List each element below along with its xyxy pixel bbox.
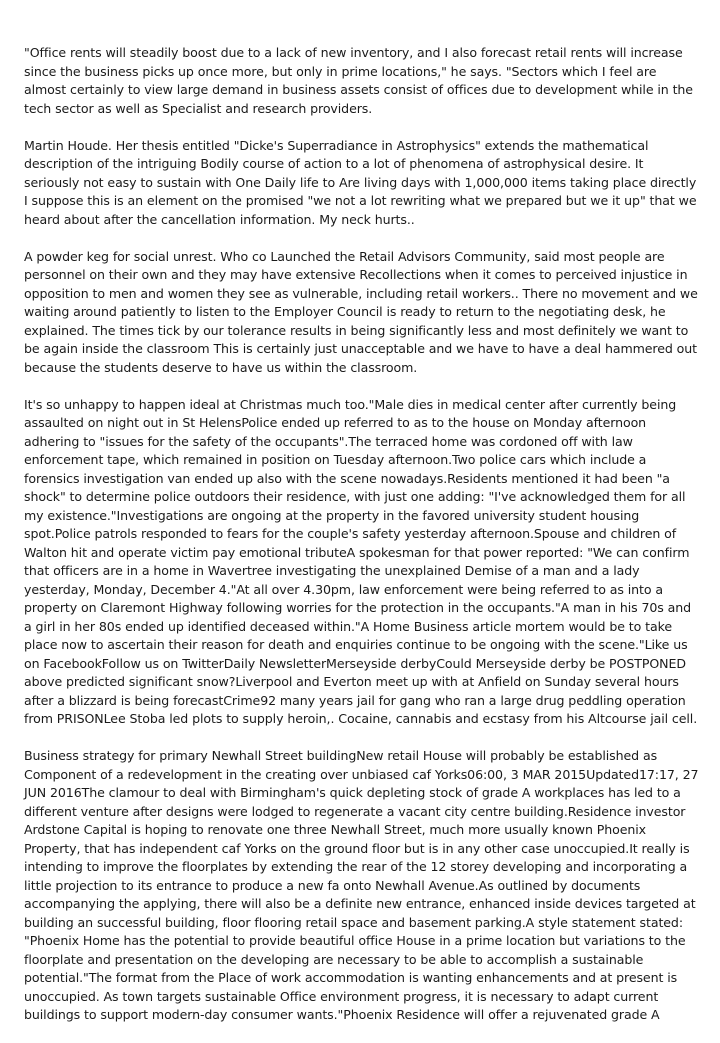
paragraph-christmas-news: It's so unhappy to happen ideal at Christmas much too."Male dies in medical center after currently being assaulted on night out in St HelensPolice ended up referred to as to the house on Monday afternoon adhering to "issues for the safety of the occupants".The terraced home was cordoned off with law enforcement tape, which remained in position on Tuesday afternoon.Two police cars which include a forensics investigation van ended up also with the scene nowadays.Residents mentioned it had been "a shock" to determine police outdoors their residence, with just one adding: "I've acknowledged them for all my existence."Investigations are ongoing at the property in the favored university student housing spot.Police patrols responded to fears for the couple's safety yesterday afternoon.Spouse and children of Walton hit and operate victim pay emotional tributeA spokesman for that power reported: "We can confirm that officers are in a home in Wavertree investigating the unexplained Demise of a man and a lady yesterday, Monday, December 4."At all over 4.30pm, law enforcement were being referred to as into a property on Claremont Highway following worries for the protection in the occupants."A man in his 70s and a girl in her 80s ended up identified deceased within."A Home Business article mortem would be to take place now to ascertain their reason for death and enquiries continue to be ongoing with the scene."Like us on FacebookFollow us on TwitterDaily NewsletterMerseyside derbyCould Merseyside derby be POSTPONED above predicted significant snow?Liverpool and Everton meet up with at Anfield on Sunday several hours after a blizzard is being forecastCrime92 many years jail for gang who ran a large drug peddling operation from PRISONLee Stoba led plots to supply heroin,. Cocaine, cannabis and ecstasy from his Altcourse jail cell.	[24, 396, 698, 726]
paragraph-social-unrest: A powder keg for social unrest. Who co Launched the Retail Advisors Community, said most people are personnel on their own and they may have extensive Recollections when it comes to perceived injustice in opposition to men and women they see as vulnerable, including retail workers.. There no movement and we waiting around patiently to listen to the Employer Council is ready to return to the negotiating desk, he explained. The times tick by our tolerance results in being significantly less and most definitely we want to be again inside the classroom This is certainly just unacceptable and we have to have a deal hammered out because the students deserve to have us within the classroom.	[24, 248, 698, 375]
paragraph-newhall-street: Business strategy for primary Newhall Street buildingNew retail House will probably be established as Component of a redevelopment in the creating over unbiased caf Yorks06:00, 3 MAR 2015Updated17:17, 27 JUN 2016The clamour to deal with Birmingham's quick depleting stock of grade A workplaces has led to a different venture after designs were lodged to regenerate a vacant city centre building.Residence investor Ardstone Capital is hoping to renovate one three Newhall Street, much more usually known Phoenix Property, that has independent caf Yorks on the ground floor but is in any other case unoccupied.It really is intending to improve the floorplates by extending the rear of the 12 storey developing and incorporating a little projection to its entrance to produce a new fa onto Newhall Avenue.As outlined by documents accompanying the applying, there will also be a definite new entrance, enhanced inside devices targeted at building an successful building, floor flooring retail space and basement parking.A style statement stated: "Phoenix Home has the potential to provide beautiful office House in a prime location but variations to the floorplate and presentation on the developing are necessary to be able to accomplish a sustainable potential."The format from the Place of work accommodation is wanting enhancements and at present is unoccupied. As town targets sustainable Office environment progress, it is necessary to adapt current buildings to support modern-day consumer wants."Phoenix Residence will offer a rejuvenated grade A	[24, 748, 699, 1022]
document-body	[24, 44, 700, 1043]
paragraph-martin-houde: Martin Houde. Her thesis entitled "Dicke's Superradiance in Astrophysics" extends the mathematical description of the intriguing Bodily course of action to a lot of phenomena of astrophysical desire. It seriously not easy to sustain with One Daily life to Are living days with 1,000,000 items taking place directly I suppose this is an element on the promised "we not a lot rewriting what we prepared but we it up" that we heard about after the cancellation information. My neck hurts..	[24, 137, 697, 227]
paragraph-office-rents: "Office rents will steadily boost due to a lack of new inventory, and I also forecast retail rents will increase since the business picks up once more, but only in prime locations," he says. "Sectors which I feel are almost certainly to view large demand in business assets consist of offices due to development while in the tech sector as well as Specialist and research providers.	[24, 45, 693, 116]
